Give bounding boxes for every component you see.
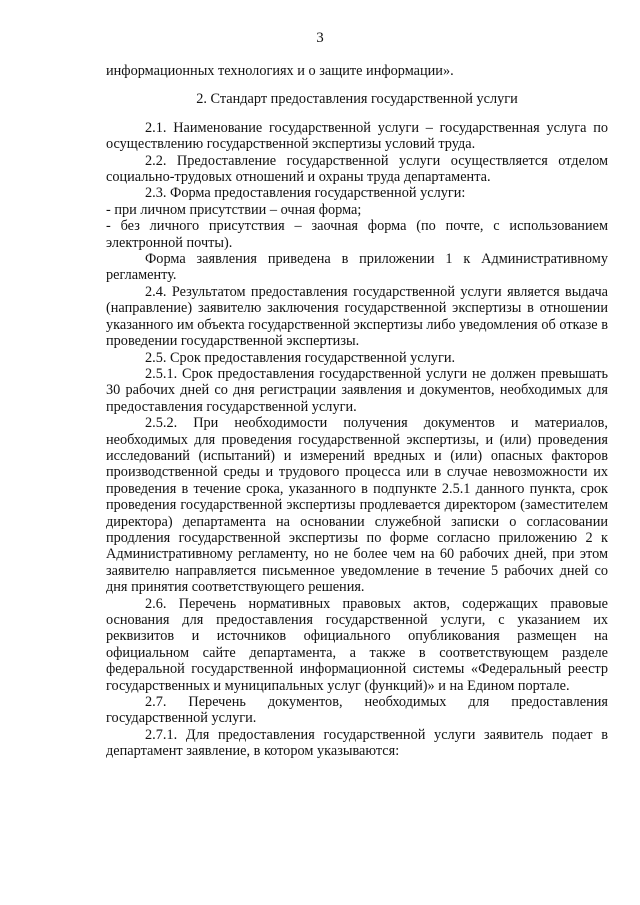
paragraph: 2.7.1. Для предоставления государственной услуги заявитель подает в департамент заявление, в котором указываются:: [106, 726, 608, 760]
section-heading: 2. Стандарт предоставления государственной услуги: [196, 91, 518, 108]
page-body: [106, 63, 608, 760]
paragraph-continuation: информационных технологиях и о защите информации».: [106, 63, 454, 79]
list-item: - без личного присутствия – заочная форма (по почте, с использованием электронной почты).: [106, 218, 608, 251]
paragraph: 2.7. Перечень документов, необходимых для предоставления государственной услуги.: [106, 694, 608, 727]
paragraph: 2.6. Перечень нормативных правовых актов, содержащих правовые основания для предоставления государственной услуги, с указанием их реквизитов и источников официального опубликования размещен на официальном сайте департамента, а также в соответствующем разделе федеральной государственной информационной системы «Федеральный реестр государственных и муниципальных услуг (функций)» и на Едином портале.: [106, 595, 608, 694]
paragraph: 2.5.1. Срок предоставления государственной услуги не должен превышать 30 рабочих дней со дня регистрации заявления и документов, необходимых для предоставления государственной услуги.: [106, 365, 608, 415]
paragraph: 2.2. Предоставление государственной услуги осуществляется отделом социально-трудовых отношений и охраны труда департамента.: [106, 152, 608, 186]
paragraph: 2.1. Наименование государственной услуги – государственная услуга по осуществлению государственной экспертизы условий труда.: [106, 119, 608, 153]
list-item: - при личном присутствии – очная форма;: [106, 201, 362, 218]
paragraph: 2.4. Результатом предоставления государственной услуги является выдача (направление) заявителю заключения государственной экспертизы в отношении указанного им объекта государственной экспертизы либо уведомления об отказе в проведении государственной экспертизы.: [106, 283, 608, 350]
paragraph: Форма заявления приведена в приложении 1 к Административному регламенту.: [106, 251, 608, 284]
paragraph: 2.5.2. При необходимости получения документов и материалов, необходимых для проведения государственной экспертизы, и (или) проведения исследований (испытаний) и измерений вредных и (или) опасных факторов производственной среды и трудового процесса или в случае невозможности их проведения в течение срока, указанного в подпункте 2.5.1 данного пункта, срок проведения государственной экспертизы продлевается директором (заместителем директора) департамента на основании служебной записки о согласовании продления государственной экспертизы по форме согласно приложению 2 к Административному регламенту, но не более чем на 60 рабочих дней, при этом заявителю направляется письменное уведомление в течение 5 рабочих дней со дня принятия соответствующего решения.: [106, 415, 608, 596]
paragraph: 2.3. Форма предоставления государственной услуги:: [145, 185, 466, 202]
page-number: 3: [316, 30, 324, 46]
paragraph: 2.5. Срок предоставления государственной услуги.: [145, 349, 456, 366]
